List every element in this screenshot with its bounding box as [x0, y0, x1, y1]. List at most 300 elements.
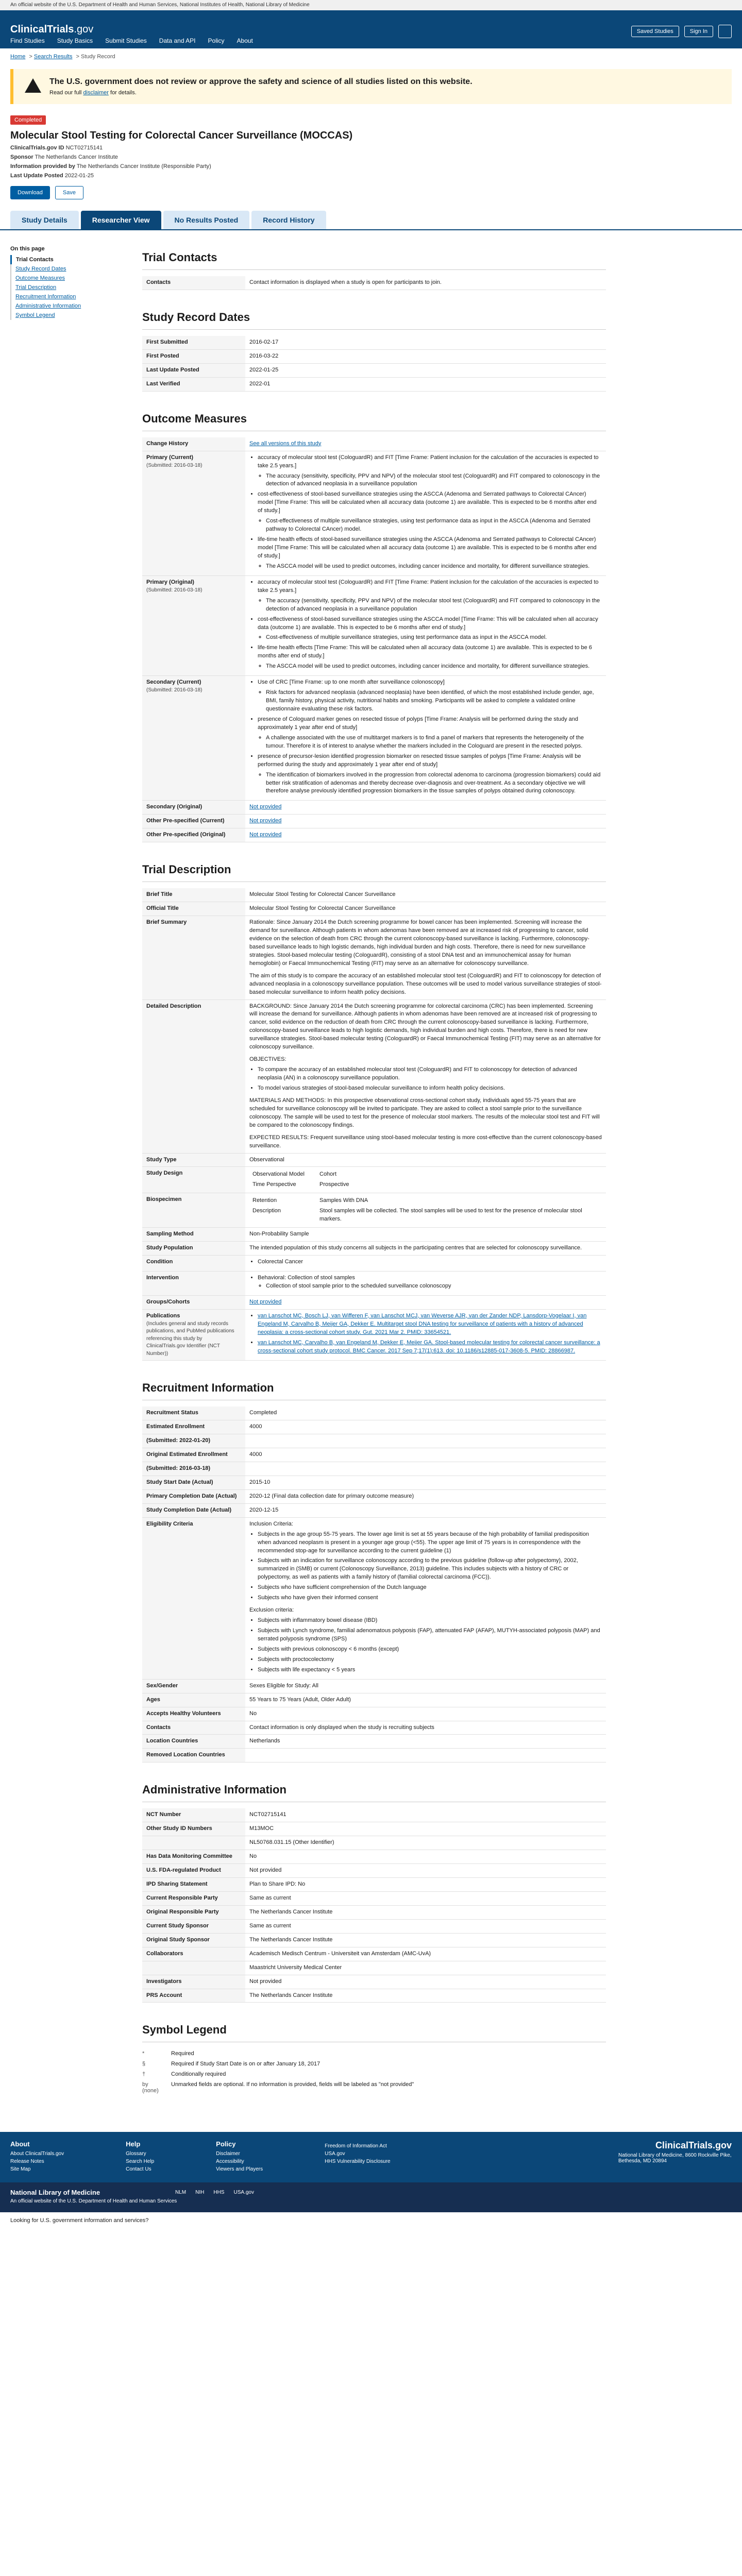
- footer-column-heading: Policy: [216, 2140, 236, 2148]
- nav-actions: [631, 25, 732, 38]
- subtable-row: [249, 1206, 602, 1225]
- breadcrumb: Home > Search Results > Study Record: [10, 54, 115, 60]
- not-provided-link[interactable]: Not provided: [249, 832, 282, 838]
- row-value: [245, 1749, 606, 1762]
- nlm-logo[interactable]: National Library of Medicine: [10, 2189, 100, 2197]
- study-title: Molecular Stool Testing for Colorectal Cancer Surveillance (MOCCAS): [10, 130, 353, 141]
- row-value: Molecular Stool Testing for Colorectal Cancer Surveillance: [245, 888, 606, 902]
- row-value: M13MOC: [245, 1822, 606, 1836]
- disclaimer-link[interactable]: disclaimer: [83, 90, 109, 96]
- list-item: [258, 1312, 602, 1337]
- row-value: NCT02715141: [245, 1808, 606, 1822]
- row-label: Last Verified: [142, 377, 245, 391]
- row-label: Original Study Sponsor: [142, 1933, 245, 1947]
- row-label: Primary Completion Date (Actual): [142, 1489, 245, 1503]
- legend-text: Required if Study Start Date is on or after January 18, 2017: [171, 2061, 321, 2067]
- tab-researcher-view[interactable]: Researcher View: [81, 211, 161, 229]
- row-label: PRS Account: [142, 1989, 245, 2003]
- table-row: [142, 1476, 606, 1489]
- row-value: The Netherlands Cancer Institute: [245, 1989, 606, 2003]
- row-value: Non-Probability Sample: [245, 1228, 606, 1242]
- gov-banner: An official website of the U.S. Department of Health and Human Services, National Institutes of Health, National Library of Medicine: [0, 0, 742, 10]
- footer-link[interactable]: NIH: [195, 2190, 205, 2196]
- row-value: NL50768.031.15 (Other Identifier): [245, 1836, 606, 1850]
- section-heading: Administrative Information: [142, 1778, 606, 1802]
- nlm-subtitle: An official website of the U.S. Department of Health and Human Services: [10, 2198, 177, 2205]
- row-label: Other Study ID Numbers: [142, 1822, 245, 1836]
- inclusion-heading: Inclusion Criteria:: [249, 1520, 293, 1527]
- label-text: Publications: [146, 1312, 180, 1319]
- breadcrumb-search-results[interactable]: Search Results: [33, 54, 73, 60]
- row-label: [142, 676, 245, 801]
- outcome-description: ◦ The accuracy (sensitivity, specificity, PPV and NPV) of the molecular stool test (CologuardR) and FIT compared to colonoscopy in the detection of advanced neoplasia in a surveillance population: [266, 597, 602, 614]
- disclaimer-text-post: for details.: [108, 90, 137, 96]
- footer-link[interactable]: Glossary: [126, 2151, 146, 2157]
- row-label: Study Population: [142, 1242, 245, 1256]
- outcome-item: • presence of precursor-lesion identified progression biomarker on resected tissue samples of polyps [Time Frame: Analysis will be performed during the study and approximately 1 year after end of study]: [258, 753, 602, 769]
- row-label: Location Countries: [142, 1735, 245, 1749]
- table-row: [142, 1891, 606, 1905]
- sidebar-item[interactable]: Symbol Legend: [15, 312, 55, 318]
- row-value: Not provided: [245, 1975, 606, 1989]
- brand-gov: .gov: [74, 24, 94, 35]
- subtable-label: Time Perspective: [252, 1181, 296, 1188]
- subtable-row: [249, 1196, 602, 1206]
- table-row: [142, 916, 606, 999]
- footer-link[interactable]: HHS: [213, 2190, 225, 2196]
- row-label: Estimated Enrollment: [142, 1420, 245, 1434]
- footer-link[interactable]: Viewers and Players: [216, 2166, 263, 2173]
- sidebar-item[interactable]: Study Record Dates: [15, 266, 66, 272]
- sidebar-item[interactable]: Administrative Information: [15, 303, 81, 309]
- footer-link[interactable]: Site Map: [10, 2166, 31, 2173]
- row-label: Removed Location Countries: [142, 1749, 245, 1762]
- inclusion-list: [249, 1531, 602, 1603]
- table-row: [142, 1836, 606, 1850]
- intervention-item: [258, 1274, 602, 1291]
- disclaimer-title: The U.S. government does not review or approve the safety and science of all studies listed on this website.: [49, 77, 473, 86]
- row-label: Collaborators: [142, 1947, 245, 1961]
- nav-link[interactable]: Data and API: [159, 37, 196, 44]
- outcome-list: [249, 579, 602, 671]
- row-value: 2015-10: [245, 1476, 606, 1489]
- row-value: Maastricht University Medical Center: [245, 1961, 606, 1975]
- row-value: No: [245, 1707, 606, 1721]
- legend-list: [142, 2048, 606, 2096]
- row-value: [245, 1518, 606, 1680]
- site-logo[interactable]: [10, 24, 93, 36]
- list-item: • Subjects with previous colonoscopy < 6 months (except): [258, 1646, 602, 1654]
- row-label: Detailed Description: [142, 999, 245, 1153]
- label-date: (Submitted: 2016-03-18): [146, 462, 203, 468]
- row-value: [245, 451, 606, 575]
- table-row: [142, 1167, 606, 1193]
- footer-link[interactable]: Search Help: [126, 2159, 155, 2165]
- list-item: • Subjects with inflammatory bowel disease (IBD): [258, 1617, 602, 1625]
- row-value: [245, 575, 606, 675]
- row-value: Plan to Share IPD: No: [245, 1878, 606, 1892]
- breadcrumb-home[interactable]: Home: [10, 54, 26, 60]
- row-label: Original Responsible Party: [142, 1905, 245, 1919]
- row-label: Intervention: [142, 1271, 245, 1295]
- download-button[interactable]: Download: [10, 186, 50, 199]
- table-row: [142, 1448, 606, 1462]
- row-label: First Posted: [142, 349, 245, 363]
- label-text: Secondary (Current): [146, 679, 201, 686]
- row-label: U.S. FDA-regulated Product: [142, 1864, 245, 1878]
- footer-link[interactable]: Accessibility: [216, 2159, 244, 2165]
- outcome-sublist: [258, 663, 602, 671]
- study-header: [0, 108, 742, 199]
- row-label: Has Data Monitoring Committee: [142, 1850, 245, 1864]
- footer-column: [126, 2140, 154, 2174]
- search-icon[interactable]: [718, 25, 732, 38]
- table-row: [142, 1693, 606, 1707]
- nlm-footer: [0, 2182, 742, 2212]
- row-value: 55 Years to 75 Years (Adult, Older Adult): [245, 1693, 606, 1707]
- legend-text: Conditionally required: [171, 2071, 226, 2078]
- table-row: [142, 1721, 606, 1735]
- not-provided-link[interactable]: Not provided: [249, 1298, 282, 1305]
- recruitment-section: [142, 1376, 606, 1762]
- outcome-sublist: [258, 689, 602, 714]
- table-row: [142, 451, 606, 575]
- main-content: [142, 246, 606, 2111]
- footer-link[interactable]: Release Notes: [10, 2159, 44, 2165]
- subtable-row: [249, 1170, 602, 1180]
- list-item: • Subjects who have sufficient comprehension of the Dutch language: [258, 1584, 602, 1592]
- row-label: Investigators: [142, 1975, 245, 1989]
- footer-logo[interactable]: ClinicalTrials.gov: [655, 2140, 732, 2151]
- outcome-sublist: [258, 563, 602, 571]
- symbol-legend-section: [142, 2018, 606, 2096]
- outcome-sublist: [258, 634, 602, 642]
- info-row: [10, 163, 732, 170]
- footer-link[interactable]: NLM: [175, 2190, 187, 2196]
- row-value: [245, 1167, 606, 1193]
- row-value: The intended population of this study concerns all subjects in the participating centres that are selected for colonoscopy surveillance.: [245, 1242, 606, 1256]
- outcome-item: • cost-effectiveness of stool-based surveillance strategies using the ASCCA model [Time Frame: This will be calculated when all accuracy data (outcome 1) are available. This is expected to be 6 months after end of study.]: [258, 616, 602, 632]
- detail-paragraph: OBJECTIVES:: [249, 1056, 286, 1063]
- row-value: The Netherlands Cancer Institute: [245, 1905, 606, 1919]
- nav-link[interactable]: Find Studies: [10, 37, 45, 44]
- row-label: Contacts: [142, 1721, 245, 1735]
- legend-symbol: by (none): [142, 2081, 159, 2094]
- row-value: 2020-12-15: [245, 1503, 606, 1517]
- objectives-list: [249, 1066, 602, 1093]
- nav-link[interactable]: Policy: [208, 37, 225, 44]
- table-row: [142, 902, 606, 916]
- table-row: [142, 1749, 606, 1762]
- row-label: [142, 575, 245, 675]
- list-item: • Subjects with life expectancy < 5 years: [258, 1666, 602, 1674]
- change-history-link[interactable]: See all versions of this study: [249, 440, 322, 447]
- footer-link[interactable]: Freedom of Information Act: [325, 2143, 387, 2149]
- sidebar-item[interactable]: Trial Contacts: [10, 255, 98, 264]
- contacts-table: [142, 276, 606, 290]
- footer-link[interactable]: About ClinicalTrials.gov: [10, 2151, 64, 2157]
- table-row: [142, 999, 606, 1153]
- row-value: 2022-01-25: [245, 363, 606, 377]
- table-row: [142, 801, 606, 815]
- sponsor-row: [10, 154, 732, 160]
- list-item: • To model various strategies of stool-based molecular surveillance to inform health policy decisions.: [258, 1084, 602, 1093]
- study-record-dates-section: [142, 306, 606, 392]
- disclaimer-banner: [10, 69, 732, 104]
- row-value: 4000: [245, 1420, 606, 1434]
- table-row: [142, 1933, 606, 1947]
- row-label: Condition: [142, 1256, 245, 1272]
- table-row: [142, 349, 606, 363]
- admin-table: [142, 1808, 606, 2003]
- tab-study-details[interactable]: Study Details: [10, 211, 79, 229]
- table-row: [142, 1947, 606, 1961]
- table-row: [142, 1518, 606, 1680]
- section-heading: Study Record Dates: [142, 306, 606, 330]
- table-row: [142, 363, 606, 377]
- footer-column-heading: About: [10, 2140, 30, 2148]
- row-label: NCT Number: [142, 1808, 245, 1822]
- row-value: Contact information is displayed when a study is open for participants to join.: [245, 276, 606, 290]
- sidebar-header: On this page: [10, 246, 45, 252]
- outcome-description: ◦ The ASCCA model will be used to predict outcomes, including cancer incidence and mortality, for different surveillance strategies.: [266, 563, 602, 571]
- row-value: Same as current: [245, 1919, 606, 1933]
- id-label: ClinicalTrials.gov ID: [10, 145, 64, 151]
- row-label: Biospecimen: [142, 1193, 245, 1228]
- outcome-sublist: [258, 472, 602, 489]
- row-value: Molecular Stool Testing for Colorectal Cancer Surveillance: [245, 902, 606, 916]
- table-row: [142, 828, 606, 842]
- update-row: [10, 173, 732, 179]
- table-row: [142, 1503, 606, 1517]
- publication-link[interactable]: van Lanschot MC, Carvalho B, van Engeland M, Dekker E, Meijer GA. Stool-based molecular testing for colorectal cancer surveillance: a cross-sectional cohort study protocol. BMC Cancer. 2017 Sep 7;17(1):613. doi: 10.1186/s12885-017-3608-5. PMID: 28866987.: [258, 1339, 600, 1354]
- table-row: [142, 377, 606, 391]
- table-row: [142, 1462, 606, 1476]
- save-button[interactable]: Save: [55, 186, 83, 199]
- row-label: Contacts: [142, 276, 245, 290]
- row-value: [245, 828, 606, 842]
- footer-link[interactable]: Contact Us: [126, 2166, 151, 2173]
- info-value: The Netherlands Cancer Institute (Responsible Party): [76, 163, 211, 170]
- outcomes-table: [142, 437, 606, 843]
- outcome-item: • accuracy of molecular stool test (CologuardR) and FIT [Time Frame: Patient inclusion for the calculation of the accuracies is expected to take 2.5 years.]: [258, 579, 602, 595]
- legend-row: [142, 2048, 606, 2059]
- sign-in-button[interactable]: Sign In: [684, 26, 713, 37]
- outcome-sublist: [258, 517, 602, 534]
- row-label: Study Completion Date (Actual): [142, 1503, 245, 1517]
- summary-paragraph: Rationale: Since January 2014 the Dutch screening programme for bowel cancer has been implemented. Screening will increase the demand for surveillance. Although patients in whom adenomas have been removed are at increased risk of progressing to cancer, solid evidence on the selection of death from CRC through the current colonoscopy-based surveillance is lacking. Furthermore, colonoscopy-based surveillance leads to high logistic demands, high individual burden and high costs. Therefore, there is need for new surveillance strategies. Stool-based molecular testing (CologuardR), consisting of a stool DNA test and an immunochemical assay for human hemoglobin) or Faecal Immunochemical Testing (FIT) may serve as an alternative for colonoscopy surveillance.: [249, 919, 589, 967]
- not-provided-link[interactable]: Not provided: [249, 804, 282, 810]
- row-label: Secondary (Original): [142, 801, 245, 815]
- row-label: Study Start Date (Actual): [142, 1476, 245, 1489]
- outcome-description: ◦ Cost-effectiveness of multiple surveillance strategies, using test performance data as input in the ASCCA (Adenoma and Serrated pathway to Colorectal CAncer) model.: [266, 517, 602, 534]
- study-actions: [10, 186, 732, 199]
- row-label: (Submitted: 2016-03-18): [142, 1462, 245, 1476]
- table-row: [142, 1707, 606, 1721]
- tab-record-history[interactable]: Record History: [251, 211, 326, 229]
- footer-column: [325, 2140, 390, 2174]
- row-value: Contact information is only displayed when the study is recruiting subjects: [245, 1721, 606, 1735]
- row-value: Sexes Eligible for Study: All: [245, 1679, 606, 1693]
- row-value: [245, 1462, 606, 1476]
- row-label: Brief Title: [142, 888, 245, 902]
- subtable-label: Retention: [252, 1197, 277, 1204]
- update-label: Last Update Posted: [10, 173, 63, 179]
- outcome-sublist: [258, 734, 602, 751]
- warning-icon: [25, 78, 41, 93]
- sidebar-list: [10, 255, 98, 320]
- brand-name: ClinicalTrials: [10, 24, 74, 35]
- top-navigation: [0, 10, 742, 48]
- breadcrumb-current: Study Record: [81, 54, 115, 60]
- label-date: (Submitted: 2016-03-18): [146, 687, 203, 693]
- detail-paragraph: MATERIALS AND METHODS: In this prospective observational cross-sectional cohort study, individuals aged 55-75 years that are scheduled for surveillance colonoscopy will be invited to participate. They are asked to collect a stool sample prior to the surveillance colonoscopy. The sample will be used to test for the presence of molecular stool markers. The results of the molecular stool test and FIT will be compared to the colonoscopy findings.: [249, 1097, 600, 1128]
- table-row: [142, 1228, 606, 1242]
- outcome-item: • accuracy of molecular stool test (CologuardR) and FIT [Time Frame: Patient inclusion for the calculation of the accuracies is expected to take 2.5 years.]: [258, 454, 602, 470]
- publication-list: [249, 1312, 602, 1355]
- outcome-item: • life-time health effects [Time Frame: This will be calculated when all accuracy data (outcome 1) are available. This is expected to be 6 months after end of study.]: [258, 644, 602, 660]
- outcome-description: ◦ The ASCCA model will be used to predict outcomes, including cancer incidence and mortality, for different surveillance strategies.: [266, 663, 602, 671]
- row-label: [142, 1309, 245, 1360]
- footer-column: [216, 2140, 263, 2174]
- row-value: 2016-03-22: [245, 349, 606, 363]
- summary-paragraph: The aim of this study is to compare the accuracy of an established molecular stool test (CologuardR) and FIT to colonoscopy for detection of advanced neoplasia in a colonoscopy surveillance population. These outcomes will be used to model various surveillance strategies of stool-based molecular surveillance to inform health policy decisions.: [249, 972, 602, 995]
- list-item: • Subjects with Lynch syndrome, familial adenomatous polyposis (FAP), attenuated FAP (AFAP), MUTYH-associated polyposis (MAP) and serrated polyposis syndrome (SPS): [258, 1627, 602, 1643]
- outcome-description: ◦ Cost-effectiveness of multiple surveillance strategies, using test performance data as input in the ASCCA model.: [266, 634, 602, 642]
- gov-services-footer: Looking for U.S. government information and services?: [10, 2217, 149, 2224]
- row-value: No: [245, 1850, 606, 1864]
- label-note: (Includes general and study records publications, and PubMed publications referencing this study by ClinicalTrials.gov Identifier (NCT Number)): [146, 1320, 234, 1357]
- row-label: Brief Summary: [142, 916, 245, 999]
- outcome-item: • cost-effectiveness of stool-based surveillance strategies using the ASCCA (Adenoma and Serrated pathways to Colorectal CAncer) model [Time Frame: This will be calculated when all accuracy data (outcome 1) are available. This is expected to be 6 months after end of study.]: [258, 490, 602, 515]
- section-heading: Trial Description: [142, 858, 606, 882]
- list-item: • Subjects in the age group 55-75 years. The lower age limit is set at 55 years because of the high probability of familial predisposition when advanced neoplasm is present in a younger age group (<55). The upper age limit of 75 years is in correspondence with the recommended stop-age for surveillance according to the current guideline (1): [258, 1531, 602, 1555]
- row-label: Official Title: [142, 902, 245, 916]
- table-row: [142, 888, 606, 902]
- label-text: Primary (Current): [146, 454, 194, 461]
- outcome-sublist: [258, 597, 602, 614]
- legend-row: [142, 2059, 606, 2069]
- table-row: [142, 815, 606, 828]
- table-row: [142, 676, 606, 801]
- footer-link[interactable]: USA.gov: [233, 2190, 254, 2196]
- row-label: [142, 451, 245, 575]
- row-label: Ages: [142, 1693, 245, 1707]
- outcome-description: ◦ The accuracy (sensitivity, specificity, PPV and NPV) of the molecular stool test (CologuardR) and FIT compared to colonoscopy in the detection of advanced neoplasia in a surveillance population: [266, 472, 602, 489]
- table-row: [142, 1850, 606, 1864]
- row-label: Accepts Healthy Volunteers: [142, 1707, 245, 1721]
- table-row: [142, 1975, 606, 1989]
- sidebar-item[interactable]: Trial Description: [15, 284, 57, 291]
- table-row: [142, 1271, 606, 1295]
- section-heading: Recruitment Information: [142, 1376, 606, 1400]
- row-value: [245, 815, 606, 828]
- saved-studies-button[interactable]: Saved Studies: [631, 26, 679, 37]
- table-row: [142, 1489, 606, 1503]
- legend-text: Required: [171, 2050, 194, 2057]
- row-value: [245, 1295, 606, 1309]
- disclaimer-text: [49, 90, 721, 96]
- status-badge: Completed: [10, 115, 46, 125]
- sidebar-item[interactable]: Outcome Measures: [15, 275, 65, 281]
- row-value: The Netherlands Cancer Institute: [245, 1933, 606, 1947]
- nav-link[interactable]: About: [237, 37, 253, 44]
- tab-no-results[interactable]: No Results Posted: [163, 211, 250, 229]
- row-label: [142, 1836, 245, 1850]
- row-label: Last Update Posted: [142, 363, 245, 377]
- sponsor-label: Sponsor: [10, 154, 33, 160]
- not-provided-link[interactable]: Not provided: [249, 818, 282, 824]
- table-row: [142, 1295, 606, 1309]
- footer-link[interactable]: HHS Vulnerability Disclosure: [325, 2159, 391, 2165]
- list-item: • Subjects who have given their informed consent: [258, 1594, 602, 1602]
- list-item: • Subjects with an indication for surveillance colonoscopy according to the previous guideline (follow-up after polypectomy), 2002, summarized in (SMB) or current (Colonoscopy Surveillance, 2013) guideline. This includes subjects with a history of CRC or polypectomy, as well as patients with a family history of (familial colorectal carcinoma (FCC)).: [258, 1557, 602, 1582]
- section-heading: Symbol Legend: [142, 2018, 606, 2042]
- nav-link[interactable]: Study Basics: [57, 37, 93, 44]
- table-row: [142, 1989, 606, 2003]
- list-item: [258, 1339, 602, 1355]
- sidebar-item[interactable]: Recruitment Information: [15, 294, 76, 300]
- row-value: [245, 999, 606, 1153]
- page-body: [0, 230, 742, 2132]
- footer-link[interactable]: USA.gov: [325, 2151, 345, 2157]
- row-value: 2016-02-17: [245, 336, 606, 349]
- outcome-sublist: [258, 771, 602, 796]
- table-row: [142, 1420, 606, 1434]
- row-label: Current Responsible Party: [142, 1891, 245, 1905]
- detail-paragraph: BACKGROUND: Since January 2014 the Dutch screening programme for colorectal carcinoma (CRC) has been implemented. Screening will increase the demand for surveillance. Although patients in whom adenomas have been removed are at increased risk of progressing to cancer, solid evidence on the reduction of death from CRC through the current colonoscopy-based surveillance is lacking. Furthermore, colonoscopy-based surveillance leads to high logistic demands, high individual burden and high costs. Therefore, there is need for new surveillance strategies. Stool-based molecular testing (CologuardR) or Faecal Immunochemical Testing (FIT) may serve as an alternative for colonoscopy surveillance.: [249, 1003, 601, 1050]
- outcome-list: [249, 679, 602, 795]
- footer-address: National Library of Medicine, 8600 Rockville Pike, Bethesda, MD 20894: [618, 2153, 732, 2164]
- row-label: Change History: [142, 437, 245, 451]
- row-value: Observational: [245, 1153, 606, 1167]
- exclusion-heading: Exclusion criteria:: [249, 1607, 294, 1614]
- table-row: [142, 1961, 606, 1975]
- table-row: [142, 1242, 606, 1256]
- footer-link[interactable]: Disclaimer: [216, 2151, 240, 2157]
- row-value: [245, 437, 606, 451]
- study-id-row: [10, 145, 732, 151]
- footer-column-heading: Help: [126, 2140, 141, 2148]
- administrative-section: [142, 1778, 606, 2003]
- row-value: [245, 1434, 606, 1448]
- table-row: [142, 336, 606, 349]
- on-this-page-nav: [10, 246, 98, 2111]
- list-item: • To compare the accuracy of an established molecular stool test (CologuardR) and FIT to colonoscopy for detection of advanced neoplasia (AN) in a colonoscopy surveillance population.: [258, 1066, 602, 1082]
- nlm-links: [175, 2190, 254, 2195]
- row-label: Other Pre-specified (Original): [142, 828, 245, 842]
- outcome-description: ◦ Risk factors for advanced neoplasia (advanced neoplasia) have been identified, of which the most established include gender, age, BMI, family history, physical activity, nutritional habits and smoking. Participants will be asked to complete a validated online questionnaire evaluating these risk factors.: [266, 689, 602, 714]
- table-row: [142, 1406, 606, 1420]
- update-value: 2022-01-25: [64, 173, 94, 179]
- publication-link[interactable]: van Lanschot MC, Bosch LJ, van Wifferen F, van Lanschot MCJ, van Weverse AJR, van der Zander NDP, Lansdorp-Vogelaar I, van Engeland M, Carvalho B, Meijer GA, Dekker E. Multitarget stool DNA testing for surveillance of patients with a history of advanced neoplasia: a cross-sectional cohort study. Gut. 2021 Mar 2. PMID: 33654521.: [258, 1312, 587, 1335]
- table-row: [142, 1309, 606, 1360]
- subtable-row: [249, 1180, 602, 1190]
- disclaimer-text-pre: Read our full: [49, 90, 83, 96]
- row-label: [142, 1961, 245, 1975]
- table-row: [142, 437, 606, 451]
- legend-row: [142, 2069, 606, 2079]
- subtable-value: Stool samples will be collected. The stool samples will be used to test for the presence of molecular stool markers.: [319, 1208, 582, 1223]
- main-nav: [10, 37, 253, 44]
- row-label: Sampling Method: [142, 1228, 245, 1242]
- intervention-name: Behavioral: Collection of stool samples: [258, 1274, 355, 1281]
- table-row: [142, 276, 606, 290]
- exclusion-list: [249, 1617, 602, 1674]
- recruitment-table: [142, 1406, 606, 1518]
- row-value: Completed: [245, 1406, 606, 1420]
- nav-link[interactable]: Submit Studies: [105, 37, 147, 44]
